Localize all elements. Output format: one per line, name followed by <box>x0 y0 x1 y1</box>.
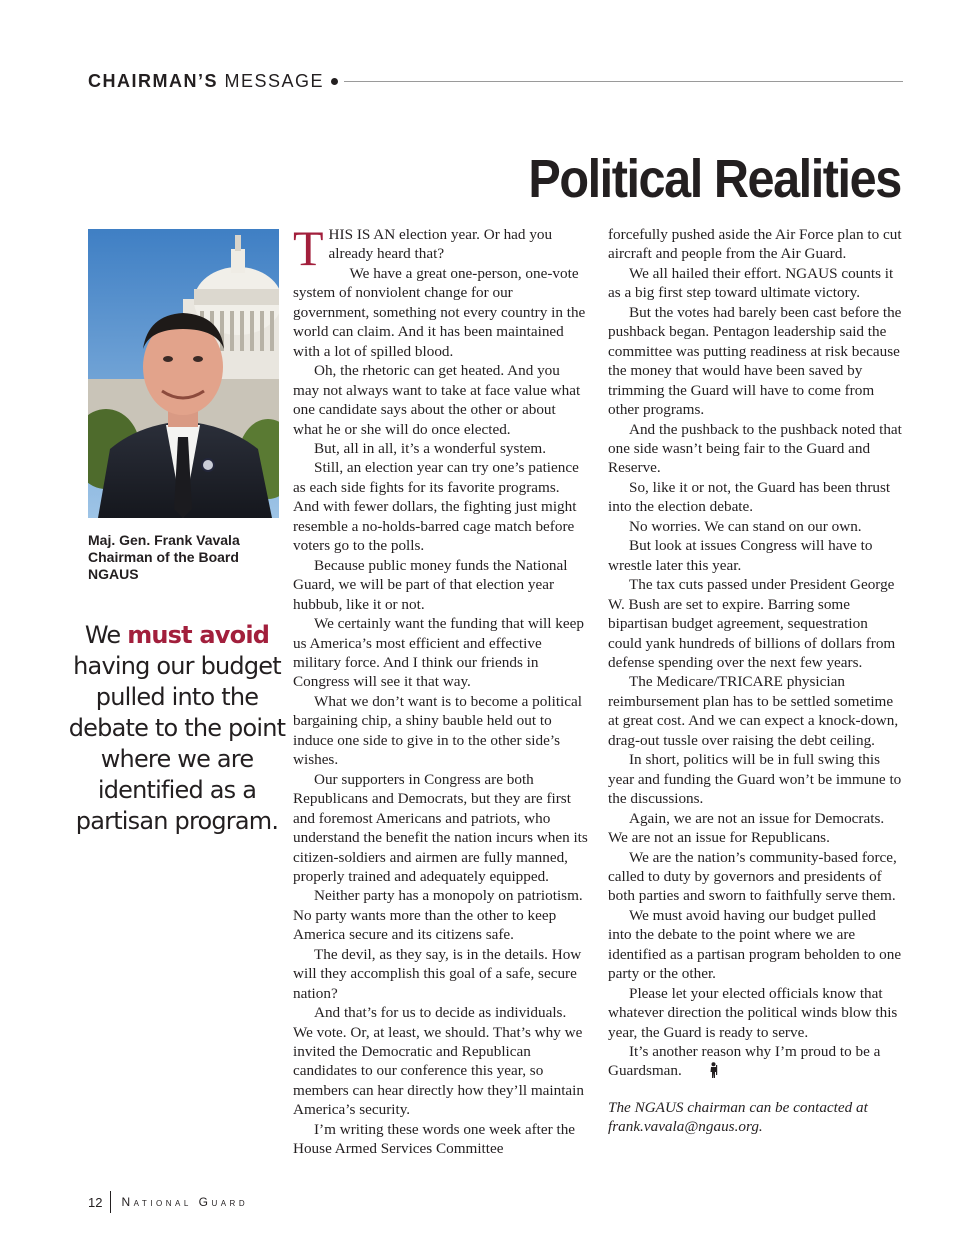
paragraph: We have a great one-person, one-vote system of nonviolent change for our government, something not every country in the world can claim. And it has been maintained with a lot of spilled blood. <box>293 264 586 360</box>
section-label: CHAIRMAN’S MESSAGE <box>88 70 325 91</box>
paragraph: We must avoid having our budget pulled into the debate to the point where we are identified as a partisan program beholden to one party or the other. <box>608 906 902 983</box>
paragraph: And the pushback to the pushback noted that one side wasn’t being fair to the Guard and Reserve. <box>608 420 902 477</box>
paragraph: forcefully pushed aside the Air Force plan to cut aircraft and people from the Air Guard. <box>608 226 902 263</box>
paragraph: Our supporters in Congress are both Republicans and Democrats, but they are first and foremost Americans and patriots, who understand the benefit the nation incurs when its citizen-soldiers and airmen are fully manned, properly trained and adequately equipped. <box>293 770 588 885</box>
caption-org: NGAUS <box>88 566 139 582</box>
contact-note: The NGAUS chairman can be contacted at frank.vavala@ngaus.org. <box>608 1098 868 1136</box>
portrait-illustration <box>88 229 279 518</box>
drop-cap: T <box>293 220 324 276</box>
article-column-2 <box>608 225 903 1137</box>
page-number: 12 <box>88 1194 103 1210</box>
closing-paragraph: It’s another reason why I’m proud to be a Guardsman. <box>608 1042 903 1084</box>
section-header <box>88 70 903 92</box>
paragraph: But the votes had barely been cast before the pushback began. Pentagon leadership said the committee was putting readiness at risk because the money that would have been saved by trimming the Guard will have to come from other programs. <box>608 303 902 419</box>
paragraph: What we don’t want is to become a political bargaining chip, a shiny bauble held out to induce one side to give in to the other side’s wishes. <box>293 692 582 769</box>
paragraph: Because public money funds the National Guard, we will be part of that election year hubbub, like it or not. <box>293 556 568 613</box>
paragraph: Again, we are not an issue for Democrats. We are not an issue for Republicans. <box>608 809 885 847</box>
photo-caption <box>88 532 288 583</box>
caption-title: Chairman of the Board <box>88 549 239 565</box>
paragraph: We all hailed their effort. NGAUS counts it as a big first step toward ultimate victory. <box>608 264 894 302</box>
paragraph: But, all in all, it’s a wonderful system. <box>314 439 547 457</box>
paragraph: Still, an election year can try one’s patience as each side fights for its favorite programs. And with fewer dollars, the fighting just might resemble a no-holds-barred cage match before voters go to the polls. <box>293 459 579 555</box>
bullet-icon <box>331 78 338 85</box>
pull-quote-emphasis: must avoid <box>127 621 270 649</box>
paragraph: In short, politics will be in full swing this year and funding the Guard won’t be immune to the discussions. <box>608 751 902 808</box>
footer-divider <box>110 1191 111 1213</box>
pull-quote: We must avoid having our budget pulled into the debate to the point where we are identified as a partisan program. <box>68 621 286 835</box>
article-title: Political Realities <box>528 149 901 209</box>
paragraph: The Medicare/TRICARE physician reimbursement plan has to be settled sometime at great cost. And we can expect a knock-down, drag-out tussle over raising the debt ceiling. <box>608 673 899 749</box>
paragraph: The tax cuts passed under President George W. Bush are set to expire. Barring some bipartisan budget agreement, sequestration could yank hundreds of billions of dollars from defense spending over the next few years. <box>608 576 896 671</box>
paragraph: And that’s for us to decide as individuals. We vote. Or, at least, we should. That’s why we invited the Democratic and Republican candidates to our conference this year, so members can hear directly how they’ll maintain America’s security. <box>293 1004 584 1119</box>
minuteman-icon <box>688 1062 718 1083</box>
publication-name: National Guard <box>121 1195 249 1209</box>
paragraph: The devil, as they say, is in the details. How will they accomplish this goal of a safe, secure nation? <box>293 945 582 1002</box>
paragraph: We certainly want the funding that will keep us America’s most efficient and effective military force. And I think our friends in Congress will see it that way. <box>293 615 584 691</box>
paragraph: No worries. We can stand on our own. <box>629 517 862 535</box>
paragraph: But look at issues Congress will have to wrestle later this year. <box>608 537 873 574</box>
caption-name: Maj. Gen. Frank Vavala <box>88 532 240 548</box>
paragraph: Oh, the rhetoric can get heated. And you may not always want to take at face value what one candidate says about the other or about what he or she will do once elected. <box>293 362 581 438</box>
article-column-1 <box>293 220 588 1159</box>
paragraph: We are the nation’s community-based force, called to duty by governors and presidents of both parties and sworn to faithfully serve them. <box>608 848 897 905</box>
author-photo <box>88 229 279 518</box>
paragraph: I’m writing these words one week after the House Armed Services Committee <box>293 1120 576 1158</box>
paragraph: So, like it or not, the Guard has been thrust into the election debate. <box>608 478 891 516</box>
header-rule <box>344 81 903 82</box>
page-footer <box>88 1193 248 1211</box>
paragraph: Please let your elected officials know that whatever direction the political winds blow this year, the Guard is ready to serve. <box>608 984 898 1041</box>
paragraph: THIS IS AN election year. Or had you already heard that? <box>293 220 553 276</box>
paragraph: Neither party has a monopoly on patriotism. No party wants more than the other to keep America secure and its citizens safe. <box>293 887 583 944</box>
